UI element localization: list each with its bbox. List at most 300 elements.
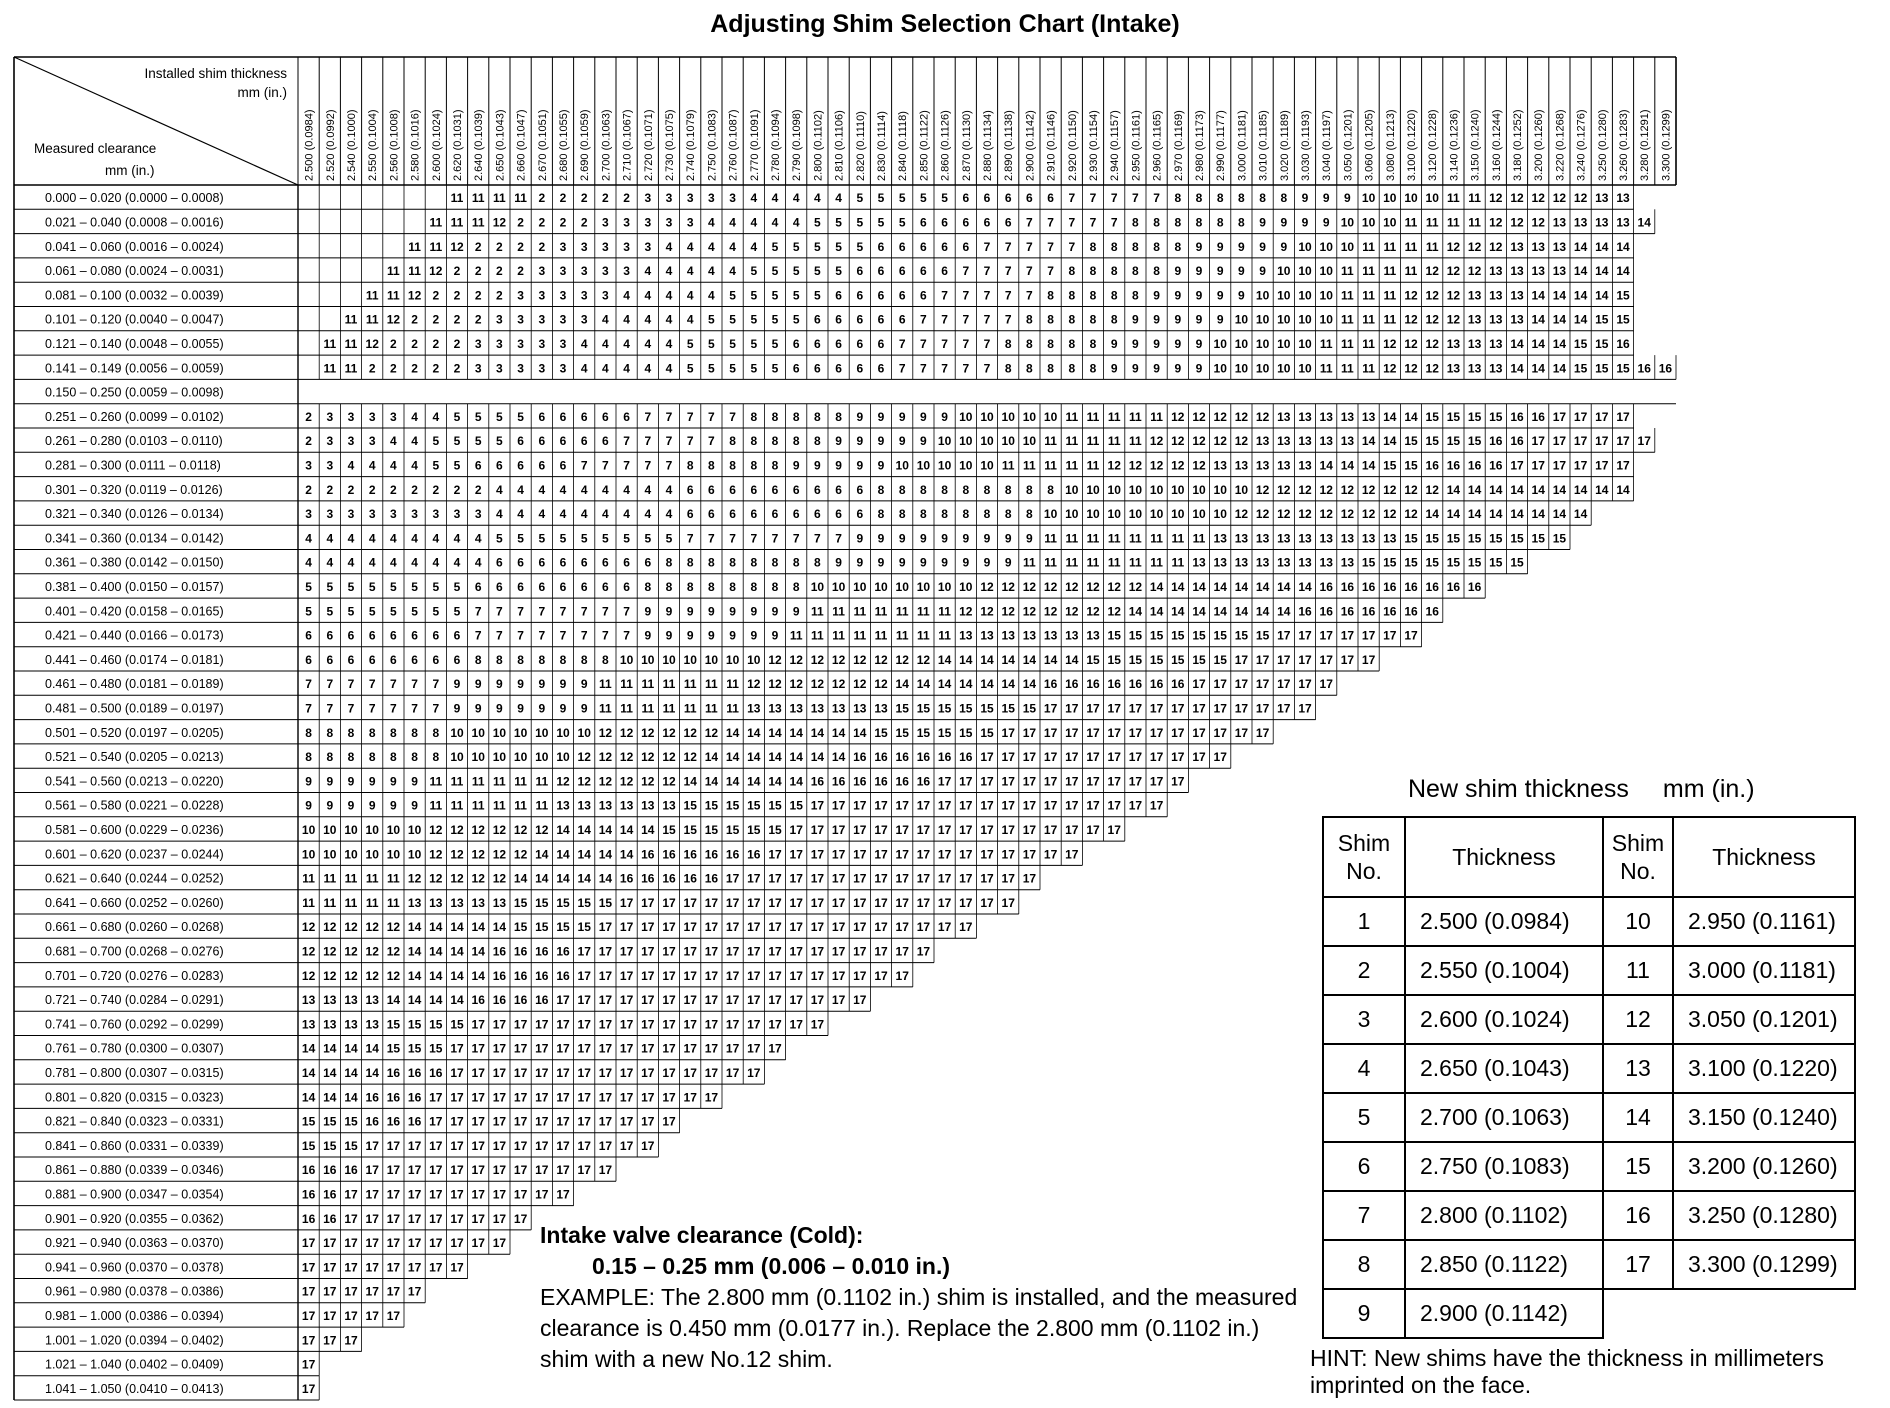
shim-cell: 12 bbox=[1149, 434, 1164, 449]
row-label: 0.581 – 0.600 (0.0229 – 0.0236) bbox=[45, 822, 224, 837]
shim-cell: 17 bbox=[407, 1284, 422, 1299]
shim-cell: 12 bbox=[1213, 409, 1227, 424]
shim-cell: 7 bbox=[559, 628, 567, 643]
shim-cell: 10 bbox=[704, 652, 719, 667]
shim-cell: 7 bbox=[538, 628, 546, 643]
shim-cell: 17 bbox=[344, 1308, 358, 1323]
shim-cell: 17 bbox=[916, 822, 931, 837]
shim-cell: 15 bbox=[407, 1041, 422, 1056]
shim-cell: 6 bbox=[941, 264, 948, 279]
shim-cell: 17 bbox=[662, 1041, 676, 1056]
column-header: 3.040 (0.1197) bbox=[1321, 110, 1334, 181]
shim-cell: 9 bbox=[1301, 215, 1309, 230]
shim-cell: 14 bbox=[598, 847, 613, 862]
shim-cell: 13 bbox=[556, 798, 570, 813]
shim-cell: 5 bbox=[792, 239, 800, 254]
shim-cell: 4 bbox=[644, 482, 652, 497]
column-header: 3.180 (0.1252) bbox=[1512, 109, 1524, 181]
shim-cell: 11 bbox=[641, 701, 655, 716]
shim-cell: 15 bbox=[916, 701, 931, 716]
column-header: 2.580 (0.1016) bbox=[409, 109, 422, 181]
shim-cell: 11 bbox=[789, 628, 803, 643]
shim-cell: 17 bbox=[641, 1065, 655, 1080]
shim-cell: 8 bbox=[1047, 288, 1054, 303]
shim-cell: 17 bbox=[619, 1138, 634, 1153]
shim-cell: 17 bbox=[1149, 774, 1164, 789]
shim-cell: 17 bbox=[450, 1211, 464, 1226]
shim-cell: 10 bbox=[1383, 191, 1397, 206]
shim-cell: 17 bbox=[831, 871, 846, 886]
shim-cell: 12 bbox=[450, 871, 464, 886]
shim-cell: 14 bbox=[980, 652, 994, 667]
shim-cell: 13 bbox=[365, 1017, 379, 1032]
shim-cell: 6 bbox=[835, 507, 842, 522]
shim-cell: 16 bbox=[1425, 604, 1439, 619]
shim-cell: 17 bbox=[1595, 458, 1609, 473]
shim-cell: 2 bbox=[453, 361, 461, 376]
shim-cell: 17 bbox=[429, 1163, 443, 1178]
shim-cell: 7 bbox=[1068, 239, 1076, 254]
shim-cell: 11 bbox=[344, 871, 358, 886]
measured-unit: mm (in.) bbox=[105, 163, 155, 178]
shim-cell: 15 bbox=[598, 895, 613, 910]
shim-cell: 12 bbox=[1065, 579, 1079, 594]
shim-cell: 8 bbox=[750, 579, 758, 594]
shim-cell: 14 bbox=[407, 920, 422, 935]
shim-cell: 10 bbox=[916, 579, 931, 594]
shim-cell: 8 bbox=[1004, 482, 1012, 497]
shim-cell: 14 bbox=[1192, 604, 1206, 619]
shim-cell: 17 bbox=[577, 1163, 591, 1178]
column-header: 2.960 (0.1165) bbox=[1151, 110, 1164, 181]
shim-cell: 8 bbox=[877, 482, 885, 497]
shim-cell: 8 bbox=[898, 482, 906, 497]
shim-cell: 14 bbox=[1595, 482, 1609, 497]
shim-cell: 12 bbox=[1425, 264, 1439, 279]
row-label: 0.561 – 0.580 (0.0221 – 0.0228) bbox=[45, 798, 224, 813]
shim-cell: 13 bbox=[1340, 409, 1355, 424]
shim-cell: 11 bbox=[1404, 215, 1418, 230]
shim-cell: 12 bbox=[1086, 604, 1100, 619]
column-header: 3.000 (0.1181) bbox=[1236, 110, 1249, 181]
shim-cell: 9 bbox=[920, 409, 927, 424]
shim-cell: 11 bbox=[641, 677, 655, 692]
shim-cell: 7 bbox=[644, 458, 652, 473]
shim-cell: 8 bbox=[686, 458, 694, 473]
shim-cell: 8 bbox=[1089, 239, 1097, 254]
shim-cell: 5 bbox=[750, 336, 758, 351]
shim-cell: 12 bbox=[492, 215, 507, 230]
shim-cell: 12 bbox=[407, 871, 422, 886]
shim-cell: 14 bbox=[725, 725, 740, 740]
shim-cell: 5 bbox=[708, 312, 715, 327]
shim-cell: 9 bbox=[856, 458, 864, 473]
shim-cell: 17 bbox=[577, 944, 591, 959]
shim-cell: 12 bbox=[1383, 336, 1397, 351]
shim-cell: 17 bbox=[1531, 434, 1545, 449]
shim-cell: 10 bbox=[1192, 507, 1206, 522]
shim-cell: 12 bbox=[1425, 361, 1439, 376]
shim-cell: 7 bbox=[1004, 264, 1012, 279]
column-header: 2.780 (0.1094) bbox=[770, 109, 782, 181]
shim-cell: 17 bbox=[1404, 628, 1418, 643]
shim-cell: 6 bbox=[877, 336, 885, 351]
shim-cell: 8 bbox=[708, 555, 715, 570]
shim-cell: 4 bbox=[602, 507, 609, 522]
shim-cell: 17 bbox=[556, 1041, 570, 1056]
row-label: 0.061 – 0.080 (0.0024 – 0.0031) bbox=[45, 264, 224, 279]
shim-cell: 5 bbox=[538, 531, 546, 546]
shim-cell: 15 bbox=[1510, 531, 1524, 546]
column-header: 2.710 (0.1067) bbox=[621, 109, 634, 181]
shim-cell: 4 bbox=[686, 312, 694, 327]
shim-number: 17 bbox=[1603, 1240, 1673, 1289]
row-label: 1.021 – 1.040 (0.0402 – 0.0409) bbox=[45, 1357, 224, 1372]
shim-cell: 12 bbox=[810, 652, 825, 667]
shim-cell: 6 bbox=[856, 288, 864, 303]
shim-cell: 7 bbox=[602, 628, 609, 643]
row-label: 0.150 – 0.250 (0.0059 – 0.0098) bbox=[45, 385, 224, 400]
shim-cell: 7 bbox=[623, 628, 630, 643]
shim-cell: 17 bbox=[577, 1114, 591, 1129]
shim-cell: 11 bbox=[1425, 215, 1439, 230]
shim-cell: 17 bbox=[598, 944, 613, 959]
shim-cell: 5 bbox=[771, 312, 779, 327]
shim-cell: 10 bbox=[1277, 288, 1291, 303]
shim-cell: 17 bbox=[1065, 798, 1079, 813]
shim-cell: 9 bbox=[496, 701, 503, 716]
shim-cell: 7 bbox=[686, 531, 694, 546]
shim-cell: 8 bbox=[729, 434, 736, 449]
shim-cell: 14 bbox=[513, 871, 528, 886]
shim-cell: 6 bbox=[390, 652, 397, 667]
shim-cell: 12 bbox=[1171, 458, 1185, 473]
shim-cell: 5 bbox=[326, 579, 334, 594]
shim-cell: 9 bbox=[1174, 336, 1182, 351]
shim-cell: 11 bbox=[1447, 191, 1460, 206]
column-header: 2.880 (0.1134) bbox=[982, 110, 994, 181]
shim-cell: 3 bbox=[538, 336, 546, 351]
shim-cell: 17 bbox=[407, 1138, 422, 1153]
shim-cell: 12 bbox=[1107, 604, 1121, 619]
shim-cell: 17 bbox=[386, 1236, 401, 1251]
shim-cell: 17 bbox=[450, 1065, 464, 1080]
shim-cell: 12 bbox=[683, 725, 697, 740]
shim-cell: 4 bbox=[729, 215, 736, 230]
shim-cell: 17 bbox=[365, 1138, 379, 1153]
shim-cell: 17 bbox=[535, 1163, 549, 1178]
shim-cell: 17 bbox=[683, 1065, 697, 1080]
shim-cell: 9 bbox=[962, 555, 970, 570]
shim-row bbox=[1323, 1142, 1855, 1191]
shim-cell: 12 bbox=[450, 822, 464, 837]
shim-cell: 12 bbox=[1234, 507, 1249, 522]
shim-cell: 7 bbox=[1026, 264, 1033, 279]
shim-cell: 17 bbox=[789, 847, 803, 862]
shim-cell: 12 bbox=[450, 239, 464, 254]
shim-cell: 14 bbox=[1255, 604, 1270, 619]
shim-cell: 9 bbox=[1195, 288, 1203, 303]
shim-cell: 10 bbox=[1425, 191, 1439, 206]
shim-cell: 13 bbox=[1086, 628, 1100, 643]
shim-cell: 15 bbox=[683, 798, 697, 813]
shim-cell: 17 bbox=[619, 1017, 634, 1032]
column-header: 3.250 (0.1280) bbox=[1596, 109, 1609, 181]
shim-cell: 17 bbox=[1107, 822, 1121, 837]
shim-cell: 4 bbox=[644, 507, 652, 522]
row-label: 0.601 – 0.620 (0.0237 – 0.0244) bbox=[45, 847, 224, 862]
shim-cell: 17 bbox=[556, 1114, 570, 1129]
shim-cell: 2 bbox=[580, 215, 588, 230]
shim-cell: 10 bbox=[1149, 482, 1164, 497]
shim-cell: 2 bbox=[559, 191, 567, 206]
shim-cell: 17 bbox=[1255, 677, 1270, 692]
shim-cell: 12 bbox=[344, 944, 358, 959]
shim-cell: 5 bbox=[496, 434, 503, 449]
shim-cell: 3 bbox=[474, 361, 482, 376]
shim-number: 15 bbox=[1603, 1142, 1673, 1191]
shim-cell: 12 bbox=[471, 822, 485, 837]
shim-cell: 12 bbox=[1340, 507, 1355, 522]
shim-cell: 2 bbox=[517, 239, 524, 254]
shim-cell: 9 bbox=[347, 774, 355, 789]
shim-cell: 6 bbox=[814, 482, 821, 497]
shim-cell: 17 bbox=[407, 1236, 422, 1251]
shim-cell: 9 bbox=[750, 628, 758, 643]
shim-cell: 17 bbox=[492, 1090, 507, 1105]
shim-cell: 4 bbox=[347, 458, 355, 473]
shim-thickness: 3.250 (0.1280) bbox=[1673, 1191, 1855, 1240]
shim-cell: 10 bbox=[1065, 507, 1079, 522]
shim-cell: 5 bbox=[920, 191, 927, 206]
shim-cell: 17 bbox=[1107, 774, 1121, 789]
shim-cell: 17 bbox=[641, 895, 655, 910]
shim-cell: 17 bbox=[365, 1236, 379, 1251]
shim-cell: 6 bbox=[580, 555, 588, 570]
shim-cell: 16 bbox=[619, 871, 634, 886]
shim-cell: 10 bbox=[1277, 336, 1291, 351]
shim-cell: 14 bbox=[556, 822, 570, 837]
shim-cell: 9 bbox=[1216, 288, 1224, 303]
shim-cell: 6 bbox=[559, 409, 567, 424]
shim-cell: 8 bbox=[1238, 191, 1245, 206]
shim-cell: 4 bbox=[814, 191, 821, 206]
shim-cell: 17 bbox=[1065, 701, 1079, 716]
shim-cell: 13 bbox=[1595, 215, 1609, 230]
shim-cell: 12 bbox=[1086, 579, 1100, 594]
shim-number: 9 bbox=[1323, 1289, 1405, 1338]
shim-cell: 16 bbox=[1510, 409, 1524, 424]
shim-cell: 17 bbox=[895, 798, 909, 813]
row-label: 0.821 – 0.840 (0.0323 – 0.0331) bbox=[45, 1114, 224, 1129]
shim-cell: 3 bbox=[623, 215, 630, 230]
shim-cell: 17 bbox=[598, 968, 613, 983]
shim-cell: 5 bbox=[305, 604, 312, 619]
shim-cell: 7 bbox=[941, 312, 948, 327]
shim-cell: 9 bbox=[856, 409, 864, 424]
shim-cell: 17 bbox=[598, 1065, 613, 1080]
shim-cell: 5 bbox=[856, 191, 864, 206]
shim-cell: 10 bbox=[556, 725, 570, 740]
shim-cell: 10 bbox=[1171, 507, 1185, 522]
shim-cell: 17 bbox=[513, 1211, 528, 1226]
column-header: 2.910 (0.1146) bbox=[1045, 110, 1058, 181]
column-header: 3.150 (0.1240) bbox=[1469, 109, 1482, 181]
shim-cell: 12 bbox=[1255, 409, 1270, 424]
shim-cell: 4 bbox=[326, 531, 334, 546]
shim-cell: 17 bbox=[471, 1065, 485, 1080]
shim-thickness: 2.550 (0.1004) bbox=[1405, 946, 1603, 995]
shim-cell: 5 bbox=[750, 264, 758, 279]
shim-cell: 3 bbox=[305, 507, 312, 522]
shim-cell: 11 bbox=[344, 895, 358, 910]
shim-cell: 17 bbox=[1043, 750, 1058, 765]
shim-cell: 17 bbox=[301, 1284, 316, 1299]
shim-cell: 7 bbox=[559, 604, 567, 619]
shim-cell: 14 bbox=[768, 725, 782, 740]
shim-cell: 16 bbox=[301, 1211, 316, 1226]
shim-cell: 17 bbox=[768, 871, 782, 886]
shim-cell: 6 bbox=[623, 555, 630, 570]
shim-cell: 17 bbox=[1319, 628, 1333, 643]
shim-cell: 6 bbox=[941, 239, 948, 254]
row-label: 0.541 – 0.560 (0.0213 – 0.0220) bbox=[45, 774, 224, 789]
shim-cell: 14 bbox=[1552, 312, 1567, 327]
shim-cell: 14 bbox=[492, 920, 507, 935]
shim-cell: 11 bbox=[599, 677, 612, 692]
shim-cell: 14 bbox=[1616, 264, 1630, 279]
shim-cell: 11 bbox=[1425, 239, 1439, 254]
shim-cell: 14 bbox=[747, 750, 761, 765]
shim-cell: 13 bbox=[1531, 239, 1545, 254]
shim-cell: 16 bbox=[662, 847, 676, 862]
shim-number: 12 bbox=[1603, 995, 1673, 1044]
shim-cell: 10 bbox=[937, 434, 952, 449]
shim-cell: 8 bbox=[1174, 239, 1182, 254]
shim-cell: 6 bbox=[856, 312, 864, 327]
shim-cell: 12 bbox=[1298, 507, 1312, 522]
shim-cell: 7 bbox=[941, 336, 948, 351]
shim-cell: 14 bbox=[747, 725, 761, 740]
shim-cell: 2 bbox=[411, 482, 418, 497]
shim-cell: 8 bbox=[1132, 288, 1139, 303]
shim-cell: 11 bbox=[1319, 336, 1333, 351]
shim-cell: 17 bbox=[789, 968, 803, 983]
shim-cell: 12 bbox=[1425, 336, 1439, 351]
shim-cell: 2 bbox=[453, 482, 461, 497]
shim-thickness: 2.700 (0.1063) bbox=[1405, 1093, 1603, 1142]
shim-cell: 5 bbox=[496, 409, 503, 424]
shim-cell: 10 bbox=[1213, 482, 1227, 497]
shim-cell: 4 bbox=[305, 531, 312, 546]
shim-cell: 12 bbox=[1467, 264, 1482, 279]
shim-cell: 10 bbox=[1043, 507, 1058, 522]
shim-cell: 10 bbox=[980, 409, 994, 424]
shim-cell: 6 bbox=[856, 507, 864, 522]
shim-cell: 14 bbox=[386, 993, 401, 1008]
shim-cell: 17 bbox=[725, 968, 740, 983]
shim-cell: 6 bbox=[814, 336, 821, 351]
shim-cell: 14 bbox=[1573, 312, 1588, 327]
column-header: 2.500 (0.0984) bbox=[303, 109, 316, 181]
shim-cell: 15 bbox=[344, 1114, 358, 1129]
shim-cell: 12 bbox=[1573, 191, 1588, 206]
shim-cell: 12 bbox=[1552, 191, 1567, 206]
shim-cell: 10 bbox=[577, 725, 591, 740]
shim-cell: 10 bbox=[1319, 312, 1333, 327]
shim-cell: 8 bbox=[1153, 239, 1160, 254]
shim-cell: 10 bbox=[1001, 434, 1015, 449]
shim-cell: 14 bbox=[1171, 579, 1185, 594]
shim-cell: 10 bbox=[492, 725, 507, 740]
shim-cell: 17 bbox=[1340, 652, 1355, 667]
shim-cell: 17 bbox=[1043, 847, 1058, 862]
shim-cell: 13 bbox=[980, 628, 994, 643]
shim-cell: 15 bbox=[1086, 652, 1100, 667]
shim-cell: 17 bbox=[1149, 750, 1164, 765]
shim-cell: 11 bbox=[811, 604, 824, 619]
column-header: 2.600 (0.1024) bbox=[430, 109, 443, 181]
shim-cell: 2 bbox=[538, 239, 546, 254]
shim-cell: 3 bbox=[368, 409, 376, 424]
shim-cell: 8 bbox=[665, 579, 673, 594]
shim-cell: 8 bbox=[496, 652, 503, 667]
shim-cell: 10 bbox=[323, 847, 337, 862]
shim-cell: 9 bbox=[771, 604, 779, 619]
shim-cell: 14 bbox=[1531, 312, 1545, 327]
shim-cell: 10 bbox=[1361, 191, 1376, 206]
shim-cell: 17 bbox=[1022, 750, 1037, 765]
shim-cell: 5 bbox=[305, 579, 312, 594]
row-label: 0.481 – 0.500 (0.0189 – 0.0197) bbox=[45, 701, 224, 716]
shim-cell: 10 bbox=[1298, 264, 1312, 279]
shim-cell: 13 bbox=[323, 1017, 337, 1032]
shim-cell: 17 bbox=[386, 1187, 401, 1202]
shim-cell: 16 bbox=[386, 1114, 401, 1129]
shim-cell: 11 bbox=[895, 604, 909, 619]
shim-cell: 11 bbox=[493, 774, 506, 789]
shim-cell: 6 bbox=[326, 652, 334, 667]
shim-cell: 6 bbox=[623, 409, 630, 424]
shim-cell: 17 bbox=[853, 871, 867, 886]
shim-cell: 12 bbox=[301, 920, 316, 935]
shim-cell: 6 bbox=[432, 652, 440, 667]
shim-cell: 16 bbox=[853, 774, 867, 789]
shim-cell: 10 bbox=[1319, 239, 1333, 254]
shim-cell: 15 bbox=[895, 725, 909, 740]
shim-cell: 17 bbox=[492, 1163, 507, 1178]
shim-cell: 13 bbox=[1277, 409, 1291, 424]
shim-cell: 4 bbox=[368, 555, 376, 570]
shim-cell: 17 bbox=[853, 822, 867, 837]
shim-cell: 13 bbox=[344, 1017, 358, 1032]
shim-cell: 9 bbox=[1216, 264, 1224, 279]
shim-cell: 17 bbox=[386, 1163, 401, 1178]
shim-cell: 11 bbox=[1065, 434, 1079, 449]
shim-cell: 17 bbox=[874, 871, 888, 886]
shim-cell: 7 bbox=[390, 677, 397, 692]
shim-cell: 17 bbox=[1319, 652, 1333, 667]
shim-cell: 15 bbox=[1616, 361, 1630, 376]
shim-cell: 17 bbox=[831, 920, 846, 935]
shim-cell: 3 bbox=[559, 361, 567, 376]
shim-cell: 15 bbox=[1404, 458, 1418, 473]
shim-cell: 12 bbox=[577, 750, 591, 765]
shim-cell: 6 bbox=[814, 312, 821, 327]
shim-cell: 13 bbox=[1510, 312, 1524, 327]
shim-cell: 10 bbox=[344, 847, 358, 862]
shim-cell: 9 bbox=[411, 774, 418, 789]
